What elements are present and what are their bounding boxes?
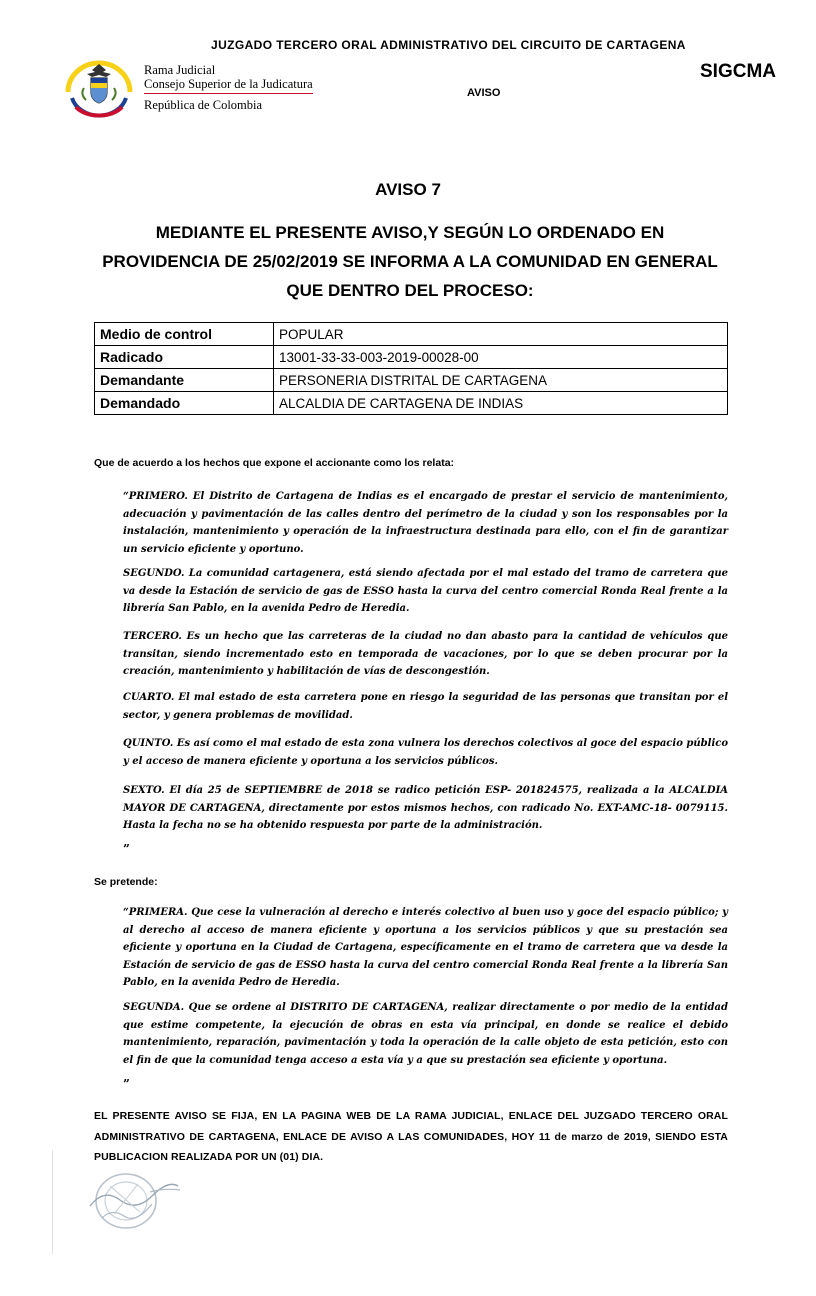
sigcma-label: SIGCMA (700, 61, 776, 82)
claims-closing-quote: ” (123, 1077, 130, 1091)
facts-closing-quote: ” (123, 842, 130, 856)
row-label: Demandante (95, 369, 274, 392)
table-row (95, 323, 728, 346)
row-value: ALCALDIA DE CARTAGENA DE INDIAS (274, 392, 728, 415)
row-label: Demandado (95, 392, 274, 415)
claim-segunda: SEGUNDA. Que se ordene al DISTRITO DE CARTAGENA, realizar directamente o por medio de la entidad que estime competente, la ejecución de obras en esta vía principal, en donde se realice el debido mantenimiento, reparación, pavimentación y toda la operación de la calle objeto de esta petición, esto con el fin de que la comunidad tenga acceso a esta vía y a que su prestación sea eficiente y oportuna. (123, 1002, 728, 1066)
process-info-table (94, 322, 728, 415)
claim-primera: “PRIMERA. Que cese la vulneración al derecho e interés colectivo al buen uso y goce del espacio público; y al derecho al acceso de manera eficiente y oportuna a los servicios públicos y que su prestación sea eficiente y oportuna en la Ciudad de Cartagena, específicamente en el tramo de carretera que va desde la Estación de servicio de gas de ESSO hasta la curva del centro comercial Ronda Real frente a la librería San Pablo, en la avenida Pedro de Heredia. (123, 907, 728, 989)
fact-cuarto: CUARTO. El mal estado de esta carretera pone en riesgo la seguridad de las personas que transitan por el sector, y genera problemas de movilidad. (123, 692, 728, 721)
table-row (95, 346, 728, 369)
row-label: Radicado (95, 346, 274, 369)
signature-stamp-icon (80, 1168, 190, 1238)
claims-intro: Se pretende: (94, 876, 158, 888)
document-title: AVISO 7 (375, 180, 441, 199)
margin-line (52, 1150, 53, 1254)
fact-primero: “PRIMERO. El Distrito de Cartagena de Indias es el encargado de prestar el servicio de mantenimiento, adecuación y pavimentación de las calles dentro del perímetro de la ciudad y son los responsables por la instalación, mantenimiento y operación de la infraestructura destinada para ello, con el fin de garantizar un servicio eficiente y oportuno. (123, 491, 728, 555)
logo-line-rama-judicial: Rama Judicial (144, 62, 216, 77)
row-value: POPULAR (274, 323, 728, 346)
fact-sexto: SEXTO. El día 25 de SEPTIEMBRE de 2018 se radico petición ESP- 201824575, realizada a la ALCALDIA MAYOR DE CARTAGENA, directamente por estos mismos hechos, con radicado No. EXT-AMC-18- 0079115. Hasta la fecha no se ha obtenido respuesta por parte de la administración. (123, 785, 728, 832)
table-row (95, 392, 728, 415)
logo-line-consejo: Consejo Superior de la Judicatura (144, 77, 313, 94)
intro-statement: MEDIANTE EL PRESENTE AVISO,Y SEGÚN LO ORDENADO EN PROVIDENCIA DE 25/02/2019 SE INFORMA A LA COMUNIDAD EN GENERAL QUE DENTRO DEL PROCESO: (102, 223, 718, 300)
facts-intro: Que de acuerdo a los hechos que expone el accionante como los relata: (94, 457, 455, 469)
fact-quinto: QUINTO. Es así como el mal estado de esta zona vulnera los derechos colectivos al goce del espacio público y el acceso de manera eficiente y oportuna a los servicios públicos. (123, 738, 728, 767)
row-value: 13001-33-33-003-2019-00028-00 (274, 346, 728, 369)
document-type-label: AVISO (467, 87, 501, 99)
publication-notice: EL PRESENTE AVISO SE FIJA, EN LA PAGINA WEB DE LA RAMA JUDICIAL, ENLACE DEL JUZGADO TERCERO ORAL ADMINISTRATIVO DE CARTAGENA, ENLACE DE AVISO A LAS COMUNIDADES, HOY 11 de marzo de 2019, SIENDO ESTA PUBLICACION REALIZADA POR UN (01) DIA. (94, 1110, 728, 1163)
fact-tercero: TERCERO. Es un hecho que las carreteras de la ciudad no dan abasto para la cantidad de vehículos que transitan, siendo incrementado esto en temporada de vacaciones, por lo que se deben procurar por la creación, mantenimiento y habilitación de vías de descongestión. (123, 631, 728, 678)
logo-line-republica: República de Colombia (144, 97, 263, 112)
colombia-coat-of-arms-icon (60, 52, 138, 122)
row-value: PERSONERIA DISTRITAL DE CARTAGENA (274, 369, 728, 392)
court-name-header: JUZGADO TERCERO ORAL ADMINISTRATIVO DEL CIRCUITO DE CARTAGENA (211, 38, 686, 52)
row-label: Medio de control (95, 323, 274, 346)
table-row (95, 369, 728, 392)
fact-segundo: SEGUNDO. La comunidad cartagenera, está siendo afectada por el mal estado del tramo de carretera que va desde la Estación de servicio de gas de ESSO hasta la curva del centro comercial Ronda Real frente a la librería San Pablo, en la avenida Pedro de Heredia. (123, 568, 728, 615)
rama-judicial-logo (60, 52, 313, 122)
